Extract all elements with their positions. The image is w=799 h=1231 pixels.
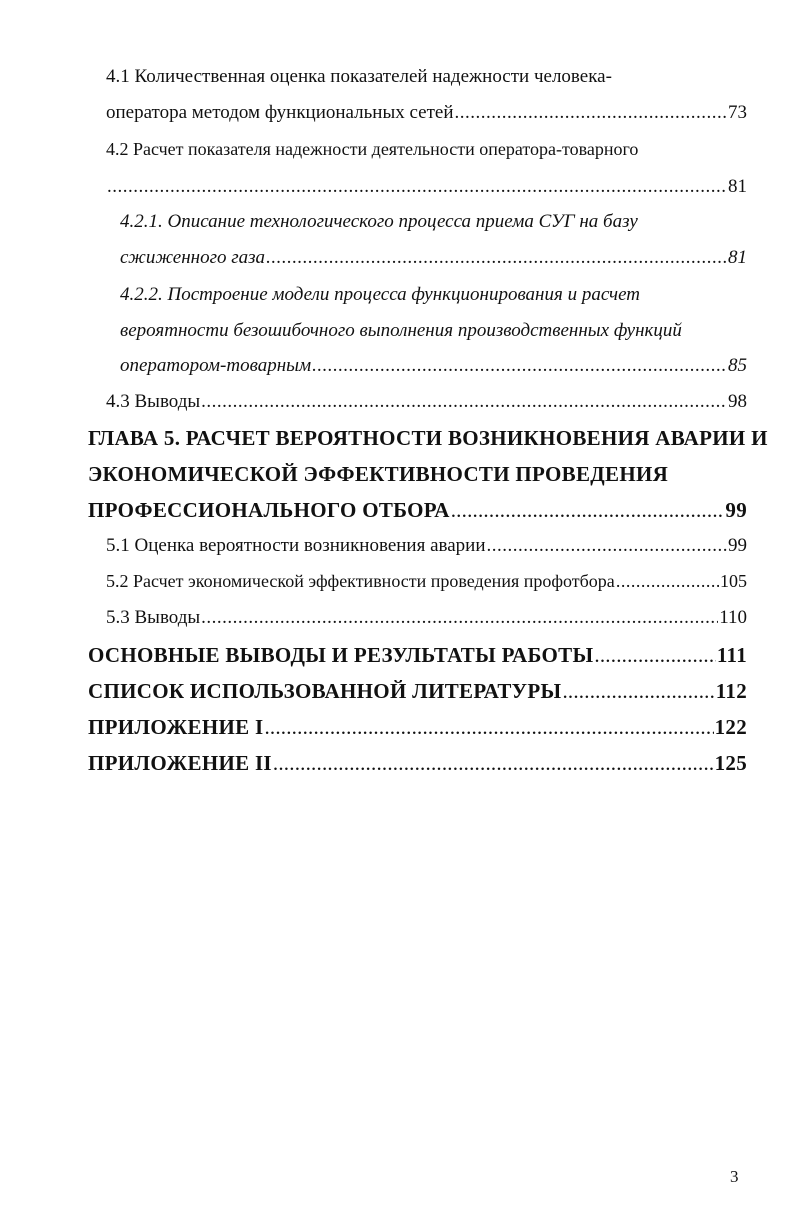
toc-4-2-2-page: 85 [728, 355, 747, 376]
dot-leader [201, 607, 718, 629]
dot-leader [487, 535, 727, 557]
toc-appendix-1-page: 122 [714, 715, 747, 739]
toc-4-2-1-line1: 4.2.1. Описание технологического процесса приема СУГ на базу [120, 211, 638, 232]
toc-4-2-2-line2: вероятности безошибочного выполнения производственных функций [120, 320, 682, 341]
dot-leader [273, 751, 714, 776]
toc-4-3-label: 4.3 Выводы [106, 391, 201, 412]
dot-leader [616, 571, 719, 592]
toc-4-1-line2: оператора методом функциональных сетей [106, 102, 454, 123]
toc-conclusions-label: ОСНОВНЫЕ ВЫВОДЫ И РЕЗУЛЬТАТЫ РАБОТЫ [88, 643, 594, 667]
page-number: 3 [730, 1167, 739, 1186]
toc-references-label: СПИСОК ИСПОЛЬЗОВАННОЙ ЛИТЕРАТУРЫ [88, 679, 562, 703]
toc-entry-4-3 [106, 391, 747, 421]
toc-4-2-2-line3: оператором-товарным [120, 355, 312, 376]
toc-4-2-line1: 4.2 Расчет показателя надежности деятельности оператора-товарного [106, 139, 639, 159]
toc-references-page: 112 [715, 679, 747, 703]
toc-appendix-1-label: ПРИЛОЖЕНИЕ I [88, 715, 264, 739]
dot-leader [455, 102, 728, 124]
dot-leader [312, 355, 727, 377]
dot-leader [107, 176, 727, 198]
toc-5-3-page: 110 [719, 607, 747, 628]
toc-entry-conclusions [88, 643, 747, 673]
toc-chapter-5-line1: ГЛАВА 5. РАСЧЕТ ВЕРОЯТНОСТИ ВОЗНИКНОВЕНИЯ АВАРИИ И [88, 426, 768, 450]
toc-entry-appendix-2 [88, 751, 747, 781]
toc-entry-4-1 [106, 102, 747, 132]
toc-entry-5-1 [106, 535, 747, 565]
toc-4-1-page: 73 [728, 102, 747, 123]
toc-5-2-label: 5.2 Расчет экономической эффективности проведения профотбора [106, 571, 615, 591]
toc-4-2-1-line2: сжиженного газа [120, 247, 266, 268]
dot-leader [201, 391, 727, 413]
dot-leader [266, 247, 727, 269]
dot-leader [594, 643, 716, 668]
toc-chapter-5-page: 99 [725, 498, 747, 522]
toc-chapter-5-line3: ПРОФЕССИОНАЛЬНОГО ОТБОРА [88, 498, 450, 522]
toc-entry-4-2 [106, 176, 747, 206]
dot-leader [451, 498, 725, 523]
toc-4-1-line1: 4.1 Количественная оценка показателей надежности человека- [106, 66, 612, 87]
toc-chapter-5-line2: ЭКОНОМИЧЕСКОЙ ЭФФЕКТИВНОСТИ ПРОВЕДЕНИЯ [88, 462, 669, 486]
toc-appendix-2-label: ПРИЛОЖЕНИЕ II [88, 751, 272, 775]
toc-entry-5-2 [106, 571, 747, 601]
toc-5-3-label: 5.3 Выводы [106, 607, 201, 628]
toc-entry-appendix-1 [88, 715, 747, 745]
toc-entry-chapter-5 [88, 498, 747, 528]
toc-4-2-2-line1: 4.2.2. Построение модели процесса функционирования и расчет [120, 284, 640, 305]
toc-5-1-page: 99 [728, 535, 747, 556]
toc-4-2-page: 81 [728, 176, 747, 197]
toc-entry-4-2-1 [120, 247, 747, 277]
toc-4-2-1-page: 81 [728, 247, 747, 268]
toc-4-3-page: 98 [728, 391, 747, 412]
toc-entry-4-2-2 [120, 355, 747, 385]
toc-entry-references [88, 679, 747, 709]
toc-5-2-page: 105 [720, 571, 747, 591]
dot-leader [562, 679, 714, 704]
dot-leader [264, 715, 713, 740]
toc-appendix-2-page: 125 [714, 751, 747, 775]
toc-entry-5-3 [106, 607, 747, 637]
toc-conclusions-page: 111 [716, 643, 747, 667]
toc-5-1-label: 5.1 Оценка вероятности возникновения аварии [106, 535, 486, 556]
